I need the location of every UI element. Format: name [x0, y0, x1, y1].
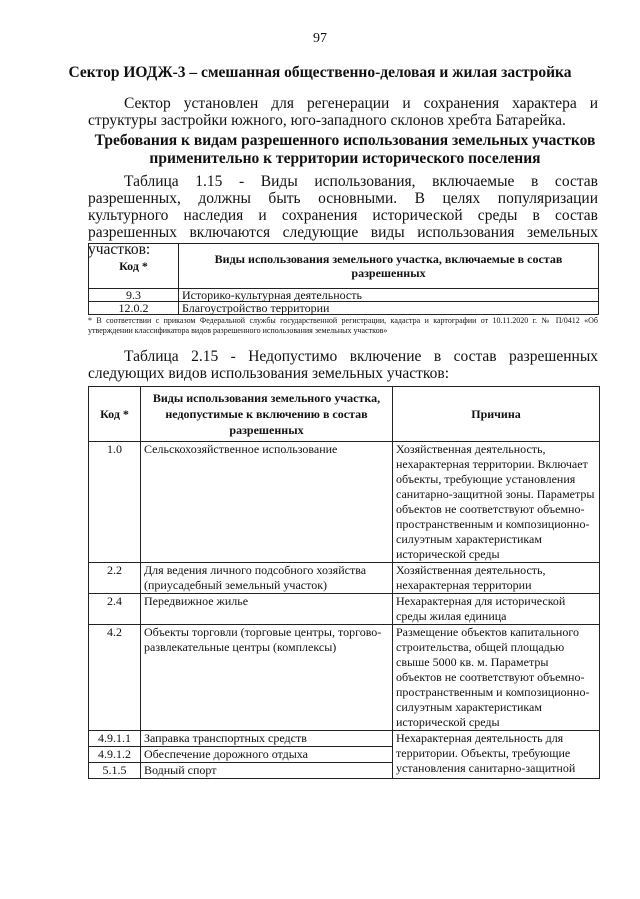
intro-paragraph	[88, 95, 598, 129]
table2-cell-code: 5.1.5	[89, 763, 141, 779]
table2-cell-use: Сельскохозяйственное использование	[141, 442, 393, 563]
table-row	[89, 563, 600, 594]
table2-cell-code: 4.9.1.1	[89, 731, 141, 747]
table1-header-row	[89, 244, 599, 289]
table2-header-use: Виды использования земельного участка, недопустимые к включению в состав разрешенных	[141, 387, 393, 442]
table2-cell-use: Водный спорт	[141, 763, 393, 779]
table1-cell-code: 9.3	[89, 289, 179, 302]
table2-cell-reason: Нехарактерная для исторической среды жилая единица	[393, 594, 600, 625]
section-title: Сектор ИОДЖ-3 – смешанная общественно-деловая и жилая застройка	[68, 64, 572, 81]
table-row	[89, 625, 600, 731]
table1-header-use: Виды использования земельного участка, включаемые в состав разрешенных	[179, 244, 599, 289]
table-row	[89, 731, 600, 747]
table2-cell-reason: Хозяйственная деятельность, нехарактерная территории. Включает объекты, требующие установления санитарно-защитной зоны. Параметры объектов не соответствуют объемно-пространственным и композиционно-силуэтным характеристикам исторической среды	[393, 442, 600, 563]
footnote: * В соответствии с приказом Федеральной службы государственной регистрации, кадастра и картографии от 10.11.2020 г. № П/0412 «Об утверждении классификатора видов разрешенного использования земельных участков»	[88, 316, 598, 335]
table-row	[89, 289, 599, 302]
table2-header-reason: Причина	[393, 387, 600, 442]
table-allowed-uses	[88, 243, 599, 315]
table1-cell-code: 12.0.2	[89, 302, 179, 315]
page-number: 97	[313, 31, 327, 46]
table2-cell-code: 2.4	[89, 594, 141, 625]
table2-cell-reason: Нехарактерная деятельность для территории. Объекты, требующие установления санитарно-защитной	[393, 731, 600, 779]
table2-cell-code: 4.2	[89, 625, 141, 731]
table-row	[89, 302, 599, 315]
table1-cell-use: Благоустройство территории	[179, 302, 599, 315]
table1-header-code: Код *	[89, 244, 179, 289]
table2-cell-code: 2.2	[89, 563, 141, 594]
table2-cell-use: Обеспечение дорожного отдыха	[141, 747, 393, 763]
table2-cell-use: Для ведения личного подсобного хозяйства (приусадебный земельный участок)	[141, 563, 393, 594]
table-prohibited-uses	[88, 386, 600, 779]
table2-cell-reason: Размещение объектов капитального строительства, общей площадью свыше 5000 кв. м. Параметры объектов не соответствуют объемно-пространственным и композиционно-силуэтным характеристикам исторической среды	[393, 625, 600, 731]
table2-cell-use: Заправка транспортных средств	[141, 731, 393, 747]
table2-header-code: Код *	[89, 387, 141, 442]
table2-cell-code: 1.0	[89, 442, 141, 563]
table2-cell-reason: Хозяйственная деятельность, нехарактерная территории	[393, 563, 600, 594]
table2-caption-text: Таблица 2.15 - Недопустимо включение в состав разрешенных следующих видов использования земельных участков:	[88, 348, 598, 382]
table1-cell-use: Историко-культурная деятельность	[179, 289, 599, 302]
table2-caption	[88, 348, 598, 382]
table2-cell-code: 4.9.1.2	[89, 747, 141, 763]
table2-cell-use: Передвижное жилье	[141, 594, 393, 625]
table-row	[89, 442, 600, 563]
table2-cell-use: Объекты торговли (торговые центры, торгово-развлекательные центры (комплексы)	[141, 625, 393, 731]
table1-caption-text: Таблица 1.15 - Виды использования, включаемые в состав разрешенных, должны быть основными. В целях популяризации культурного наследия и сохранения исторической среды в состав разрешенных включаются следующие виды использования земельных участков:	[88, 173, 598, 258]
table-row	[89, 594, 600, 625]
table2-header-row	[89, 387, 600, 442]
intro-text: Сектор установлен для регенерации и сохранения характера и структуры застройки южного, юго-западного склонов хребта Батарейка.	[88, 95, 598, 129]
subheading: Требования к видам разрешенного использования земельных участков применительно к территории исторического поселения	[94, 132, 596, 167]
